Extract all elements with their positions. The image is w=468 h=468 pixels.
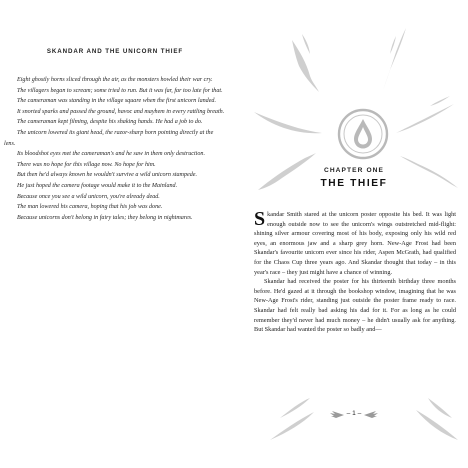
prologue-text (4, 75, 226, 223)
streak-right-small (430, 96, 450, 106)
drop-cap: S (254, 208, 266, 230)
prologue-paragraph: The unicorn lowered its giant head, the razor-sharp horn pointing directly at the lens. (4, 129, 214, 147)
streak-mid-left (254, 112, 322, 133)
second-paragraph: Skandar had received the poster for his thirteenth birthday three months before. He'd gazed at it through the bookshop window, imagining that he was New-Age Frost's rider, standing just outside the poster frame ready to race. Skandar had felt really bad asking his dad for it. For as long as he could remember they'd never had much money – he didn't usually ask for anything. But Skandar had wanted the poster so badly and— (254, 278, 456, 334)
streak-bottom-left (280, 398, 310, 418)
prologue-paragraph: The villagers began to scream; some tried to run. But it was far, far too late for that. (17, 87, 223, 94)
prologue-paragraph: The cameraman was standing in the village square when the first unicorn landed. (17, 98, 216, 105)
prologue-paragraph: The man lowered his camera, hoping that his job was done. (17, 204, 163, 211)
streak-top-right-small (390, 36, 396, 54)
streak-bottom-right-2 (416, 410, 458, 440)
streak-bottom-right (428, 398, 452, 418)
chapter-number: CHAPTER ONE (323, 167, 385, 174)
streak-bottom-left-2 (270, 412, 314, 440)
running-head: SKANDAR AND THE UNICORN THIEF (46, 48, 184, 55)
prologue-paragraph: It snorted sparks and passed the ground, havoc and mayhem in every rattling breath. (17, 108, 225, 115)
prologue-paragraph: Its bloodshot eyes met the cameraman's and he saw in them only destruction. (17, 151, 205, 158)
chapter-body (254, 210, 456, 335)
prologue-paragraph: But then he'd always known he wouldn't survive a wild unicorn stampede. (17, 172, 197, 179)
first-paragraph (254, 210, 456, 277)
streak-top-right (383, 28, 406, 90)
prologue-paragraph: There was no hope for this village now. No hope for him. (17, 161, 156, 168)
left-page (4, 48, 226, 360)
wing-icon (364, 410, 378, 420)
prologue-paragraph: Eight ghostly horns sliced through the air, as the monsters howled their war cry. (17, 77, 213, 83)
page-number: – 1 – (346, 410, 362, 417)
prologue-paragraph: He just hoped the camera footage would make it to the Mainland. (17, 182, 178, 189)
right-page (240, 0, 468, 468)
chapter-title: THE THIEF (320, 178, 388, 189)
streak-mid-right (396, 104, 454, 133)
prologue-paragraph: Because once you see a wild unicorn, you're already dead. (17, 193, 160, 200)
prologue-paragraph: Because unicorns don't belong in fairy tales; they belong in nightmares. (17, 214, 193, 221)
prologue-paragraph: The cameraman kept filming, despite his shaking hands. He had a job to do. (17, 119, 203, 126)
first-paragraph-text: kandar Smith stared at the unicorn poster opposite his bed. It was light enough outside now to see the unicorn's wings outstretched mid-flight: shining silver armour covering most of his body, exposing only his wild red eyes, an enormous jaw and a sharp grey horn. New-Age Frost had been Skandar's favourite unicorn ever since his rider, Aspen McGrath, had qualified for the Chaos Cup three years ago. And Skandar thought that today – in this year's race – they just might have a chance of winning. (254, 211, 456, 276)
water-drop-emblem-icon (337, 108, 389, 160)
streak-top-left-small (302, 34, 310, 54)
streak-top-left (292, 40, 319, 92)
page-number-ornament (330, 408, 378, 422)
